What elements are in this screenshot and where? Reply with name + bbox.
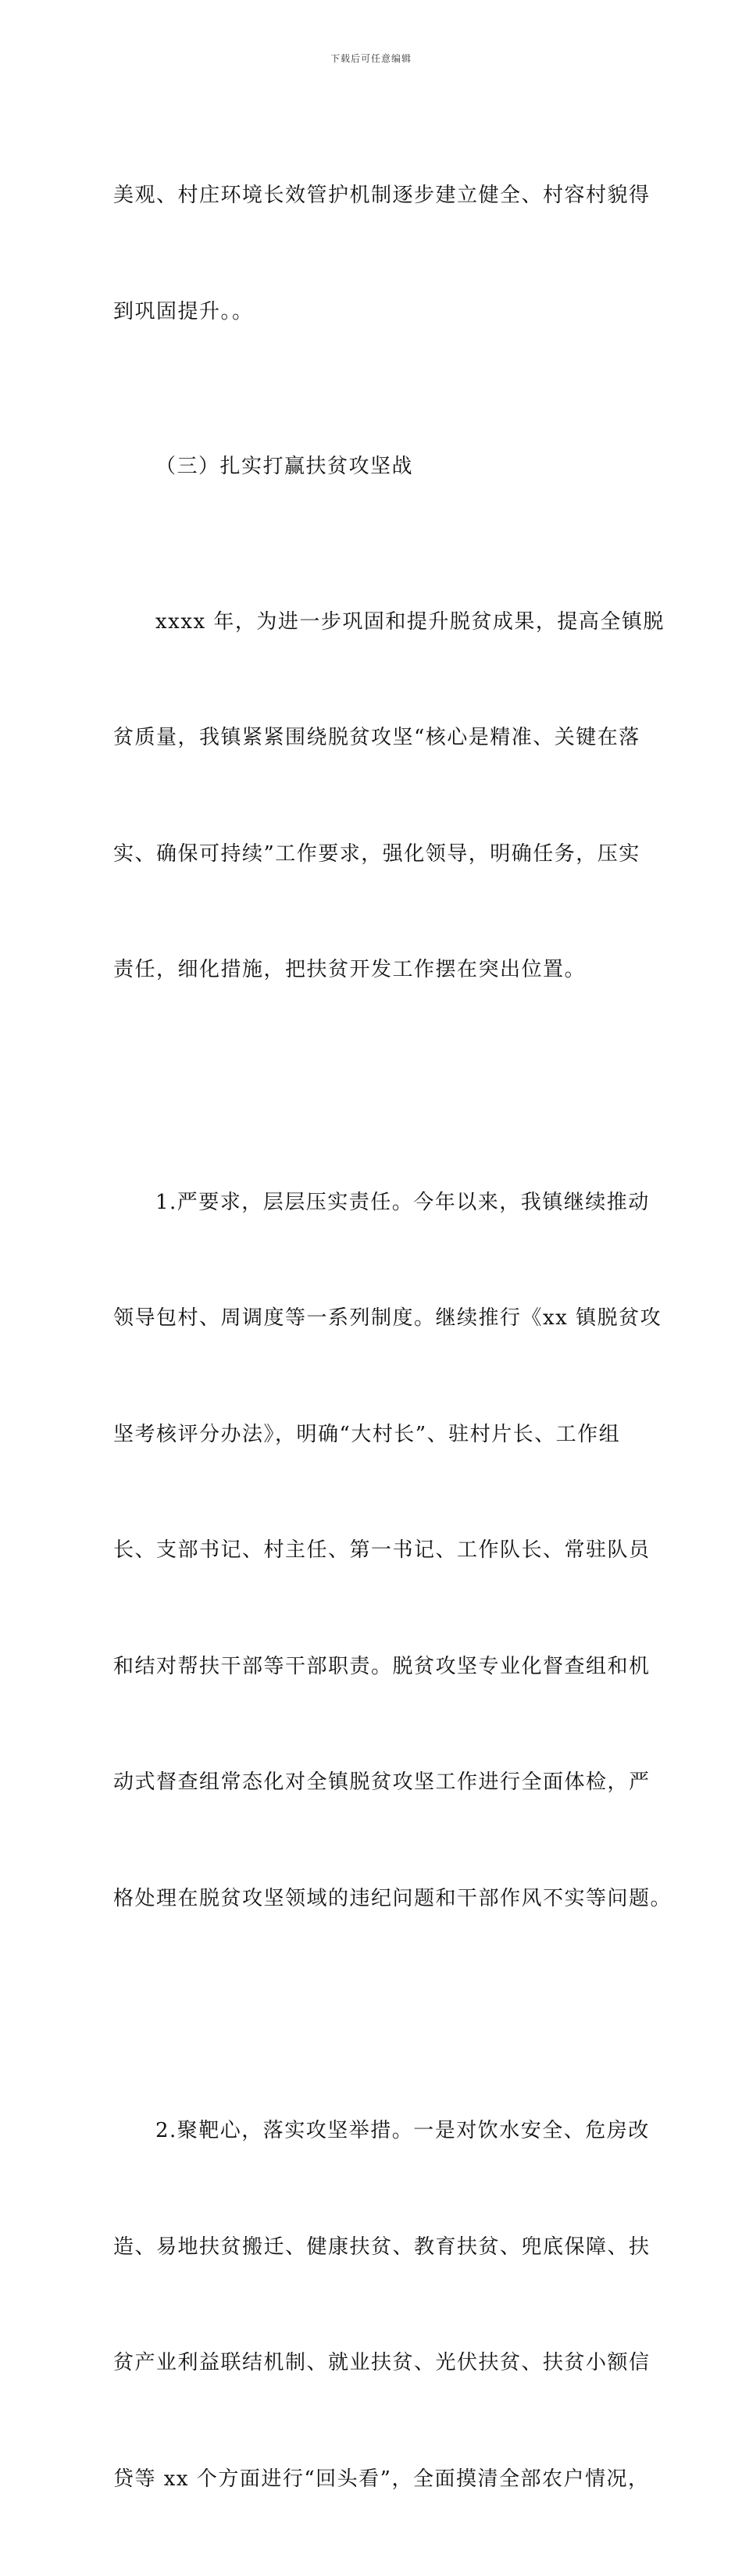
paragraph-poverty-intro (113, 526, 665, 1067)
text-line: 领导包村、周调度等一系列制度。继续推行《xx 镇脱贫攻 (113, 1306, 662, 1330)
text-line: 1.严要求，层层压实责任。今年以来，我镇继续推动 (155, 1190, 650, 1214)
text-line: 到巩固提升。。 (113, 299, 254, 323)
page-header: 下载后可任意编辑 (330, 53, 412, 64)
paragraph-item-2 (113, 2035, 651, 2576)
text-line: 坚考核评分办法》，明确“大村长”、驻村片长、工作组 (113, 1422, 621, 1446)
paragraph-item-1 (113, 1106, 672, 1996)
text-line: 长、支部书记、村主任、第一书记、工作队长、常驻队员 (113, 1538, 651, 1562)
document-body (113, 99, 672, 2576)
text-line: 2.聚靶心，落实攻坚举措。一是对饮水安全、危房改 (155, 2119, 650, 2142)
text-line: 美观、村庄环境长效管护机制逐步建立健全、村容村貌得 (113, 184, 651, 207)
text-line: 贫质量，我镇紧紧围绕脱贫攻坚“核心是精准、关键在落 (113, 726, 640, 749)
text-line: 格处理在脱贫攻坚领域的违纪问题和干部作风不实等问题。 (113, 1886, 672, 1910)
text-line: 贷等 xx 个方面进行“回头看”，全面摸清全部农户情况， (113, 2467, 650, 2491)
text-line: 动式督查组常态化对全镇脱贫攻坚工作进行全面体检，严 (113, 1770, 651, 1794)
text-line: 责任，细化措施，把扶贫开发工作摆在突出位置。 (113, 958, 587, 981)
text-line: 和结对帮扶干部等干部职责。脱贫攻坚专业化督查组和机 (113, 1654, 651, 1678)
section-heading: （三）扎实打赢扶贫攻坚战 (155, 455, 414, 478)
text-line: 造、易地扶贫搬迁、健康扶贫、教育扶贫、兜底保障、扶 (113, 2235, 651, 2259)
text-line: 贫产业利益联结机制、就业扶贫、光伏扶贫、扶贫小额信 (113, 2351, 651, 2374)
text-line: 实、确保可持续”工作要求，强化领导，明确任务，压实 (113, 841, 640, 866)
paragraph-village-environment (113, 99, 651, 409)
text-line: xxxx 年，为进一步巩固和提升脱贫成果，提高全镇脱 (155, 609, 665, 634)
